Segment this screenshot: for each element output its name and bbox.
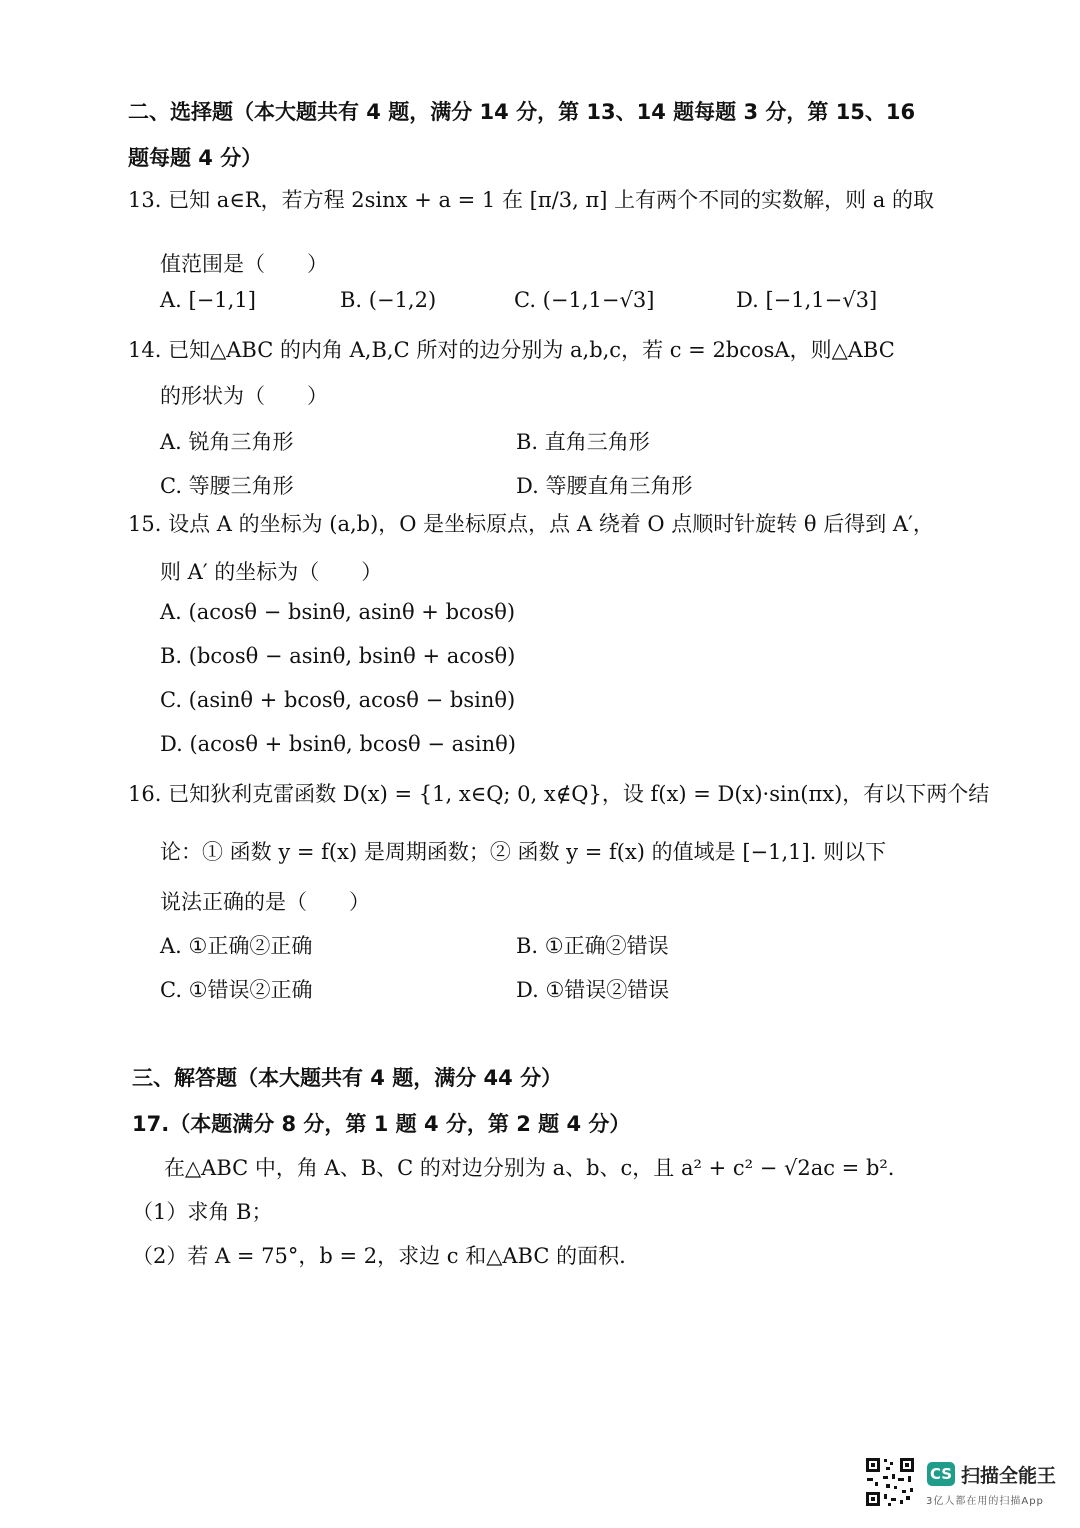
q14-option-b: B. 直角三角形 bbox=[516, 430, 650, 454]
q16-stem-line2: 论：① 函数 y = f(x) 是周期函数；② 函数 y = f(x) 的值域是 [−1,1]. 则以下 bbox=[160, 840, 887, 864]
q13-option-b: B. (−1,2) bbox=[340, 288, 437, 312]
section2-header-line1: 二、选择题（本大题共有 4 题，满分 14 分，第 13、14 题每题 3 分，第 15、16 bbox=[128, 100, 916, 124]
q15-option-a: A. (acosθ − bsinθ, asinθ + bcosθ) bbox=[160, 600, 516, 624]
q15-stem-line2: 则 A′ 的坐标为（ ） bbox=[160, 560, 383, 584]
q15-option-b: B. (bcosθ − asinθ, bsinθ + acosθ) bbox=[160, 644, 516, 668]
q16-option-b: B. ①正确②错误 bbox=[516, 934, 669, 958]
scanner-app-subtitle: 3亿人都在用的扫描App bbox=[926, 1496, 1044, 1507]
q13-stem-line1: 13. 已知 a∈R，若方程 2sinx + a = 1 在 [π/3, π] 上有两个不同的实数解，则 a 的取 bbox=[128, 188, 934, 212]
q17-stem: 在△ABC 中，角 A、B、C 的对边分别为 a、b、c，且 a² + c² − √2ac = b². bbox=[164, 1156, 895, 1180]
q16-option-c: C. ①错误②正确 bbox=[160, 978, 313, 1002]
q13-option-a: A. [−1,1] bbox=[160, 288, 256, 312]
q17-part1: （1）求角 B； bbox=[132, 1200, 273, 1224]
q17-title: 17.（本题满分 8 分，第 1 题 4 分，第 2 题 4 分） bbox=[132, 1112, 631, 1136]
q15-option-c: C. (asinθ + bcosθ, acosθ − bsinθ) bbox=[160, 688, 516, 712]
q16-option-d: D. ①错误②错误 bbox=[516, 978, 670, 1002]
q14-option-a: A. 锐角三角形 bbox=[160, 430, 294, 454]
scanner-logo-icon: CS bbox=[927, 1462, 955, 1486]
section3-header: 三、解答题（本大题共有 4 题，满分 44 分） bbox=[132, 1066, 563, 1090]
q14-option-d: D. 等腰直角三角形 bbox=[516, 474, 693, 498]
section2-header-line2: 题每题 4 分） bbox=[128, 146, 263, 170]
q13-option-c: C. (−1,1−√3] bbox=[514, 288, 655, 312]
q14-option-c: C. 等腰三角形 bbox=[160, 474, 294, 498]
q14-stem-line1: 14. 已知△ABC 的内角 A,B,C 所对的边分别为 a,b,c，若 c = 2bcosA，则△ABC bbox=[128, 338, 895, 362]
q14-stem-line2: 的形状为（ ） bbox=[160, 384, 328, 408]
q16-option-a: A. ①正确②正确 bbox=[160, 934, 313, 958]
q17-part2: （2）若 A = 75°，b = 2，求边 c 和△ABC 的面积. bbox=[132, 1244, 626, 1268]
q15-option-d: D. (acosθ + bsinθ, bcosθ − asinθ) bbox=[160, 732, 516, 756]
q15-stem-line1: 15. 设点 A 的坐标为 (a,b)，O 是坐标原点，点 A 绕着 O 点顺时针旋转 θ 后得到 A′， bbox=[128, 512, 934, 536]
q13-option-d: D. [−1,1−√3] bbox=[736, 288, 878, 312]
scanner-app-name: 扫描全能王 bbox=[961, 1465, 1057, 1487]
q13-stem-line2: 值范围是（ ） bbox=[160, 252, 328, 276]
qr-code-icon bbox=[864, 1456, 916, 1508]
q16-stem-line3: 说法正确的是（ ） bbox=[160, 890, 370, 914]
q16-stem-line1: 16. 已知狄利克雷函数 D(x) = {1, x∈Q; 0, x∉Q}，设 f(x) = D(x)·sin(πx)，有以下两个结 bbox=[128, 782, 990, 806]
